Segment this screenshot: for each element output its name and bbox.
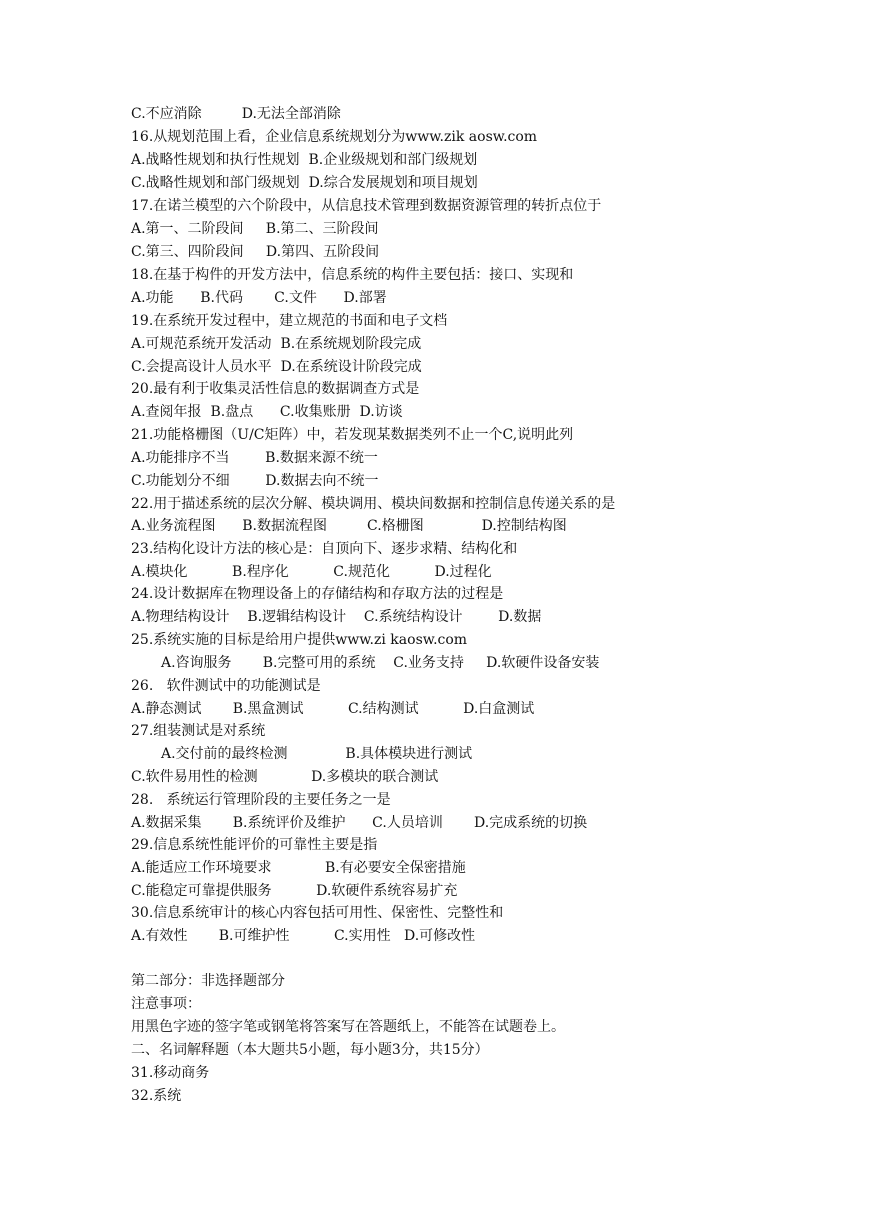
question-16: 16.从规划范围上看，企业信息系统规划分为www.zik aosw.com: [131, 129, 538, 145]
section-heading-part-two: 第二部分：非选择题部分: [131, 973, 285, 989]
section-heading-term-definitions: 二、名词解释题（本大题共5小题，每小题3分，共15分）: [131, 1042, 489, 1058]
answer-options-16-cd: C.战略性规划和部门级规划 D.综合发展规划和项目规划: [131, 175, 478, 191]
answer-options-19-ab: A.可规范系统开发活动 B.在系统规划阶段完成: [131, 336, 422, 352]
notice-heading: 注意事项：: [131, 996, 201, 1012]
answer-options-27-cd: C.软件易用性的检测 D.多模块的联合测试: [131, 769, 439, 785]
answer-options-22: A.业务流程图 B.数据流程图 C.格栅图 D.控制结构图: [131, 518, 567, 534]
question-21: 21.功能格栅图（U/C矩阵）中，若发现某数据类列不止一个C,说明此列: [131, 427, 574, 443]
answer-options-23: A.模块化 B.程序化 C.规范化 D.过程化: [131, 564, 492, 580]
question-25: 25.系统实施的目标是给用户提供www.zi kaosw.com: [131, 632, 468, 648]
question-31: 31.移动商务: [131, 1065, 210, 1081]
answer-options-25: A.咨询服务 B.完整可用的系统 C.业务支持 D.软硬件设备安装: [161, 655, 600, 671]
question-20: 20.最有利于收集灵活性信息的数据调查方式是: [131, 381, 420, 397]
answer-options-17-cd: C.第三、四阶段间 D.第四、五阶段间: [131, 244, 380, 260]
answer-options-28: A.数据采集 B.系统评价及维护 C.人员培训 D.完成系统的切换: [131, 815, 588, 831]
answer-options-21-ab: A.功能排序不当 B.数据来源不统一: [131, 450, 378, 466]
question-19: 19.在系统开发过程中，建立规范的书面和电子文档: [131, 313, 448, 329]
answer-options-29-ab: A.能适应工作环境要求 B.有必要安全保密措施: [131, 860, 466, 876]
question-30: 30.信息系统审计的核心内容包括可用性、保密性、完整性和: [131, 905, 504, 921]
answer-options-21-cd: C.功能划分不细 D.数据去向不统一: [131, 473, 379, 489]
question-27: 27.组装测试是对系统: [131, 723, 266, 739]
question-22: 22.用于描述系统的层次分解、模块调用、模块间数据和控制信息传递关系的是: [131, 496, 616, 512]
question-24: 24.设计数据库在物理设备上的存储结构和存取方法的过程是: [131, 586, 504, 602]
answer-options-24: A.物理结构设计 B.逻辑结构设计 C.系统结构设计 D.数据: [131, 609, 542, 625]
answer-options-19-cd: C.会提高设计人员水平 D.在系统设计阶段完成: [131, 359, 422, 375]
answer-options-26: A.静态测试 B.黑盒测试 C.结构测试 D.白盒测试: [131, 701, 535, 717]
answer-options-15-cd: C.不应消除 D.无法全部消除: [131, 106, 341, 122]
answer-options-18: A.功能 B.代码 C.文件 D.部署: [131, 290, 387, 306]
answer-options-30: A.有效性 B.可维护性 C.实用性 D.可修改性: [131, 928, 476, 944]
question-26: 26. 软件测试中的功能测试是: [131, 678, 321, 694]
question-28: 28. 系统运行管理阶段的主要任务之一是: [131, 792, 391, 808]
answer-options-17-ab: A.第一、二阶段间 B.第二、三阶段间: [131, 221, 379, 237]
question-29: 29.信息系统性能评价的可靠性主要是指: [131, 837, 378, 853]
answer-options-16-ab: A.战略性规划和执行性规划 B.企业级规划和部门级规划: [131, 152, 478, 168]
question-23: 23.结构化设计方法的核心是：自顶向下、逐步求精、结构化和: [131, 541, 518, 557]
answer-options-29-cd: C.能稳定可靠提供服务 D.软硬件系统容易扩充: [131, 883, 458, 899]
question-32: 32.系统: [131, 1088, 182, 1104]
question-17: 17.在诺兰模型的六个阶段中，从信息技术管理到数据资源管理的转折点位于: [131, 198, 602, 214]
answer-options-20: A.查阅年报 B.盘点 C.收集账册 D.访谈: [131, 404, 403, 420]
notice-text: 用黑色字迹的签字笔或钢笔将答案写在答题纸上，不能答在试题卷上。: [131, 1019, 565, 1035]
answer-options-27-ab: A.交付前的最终检测 B.具体模块进行测试: [161, 746, 473, 762]
question-18: 18.在基于构件的开发方法中，信息系统的构件主要包括：接口、实现和: [131, 267, 574, 283]
